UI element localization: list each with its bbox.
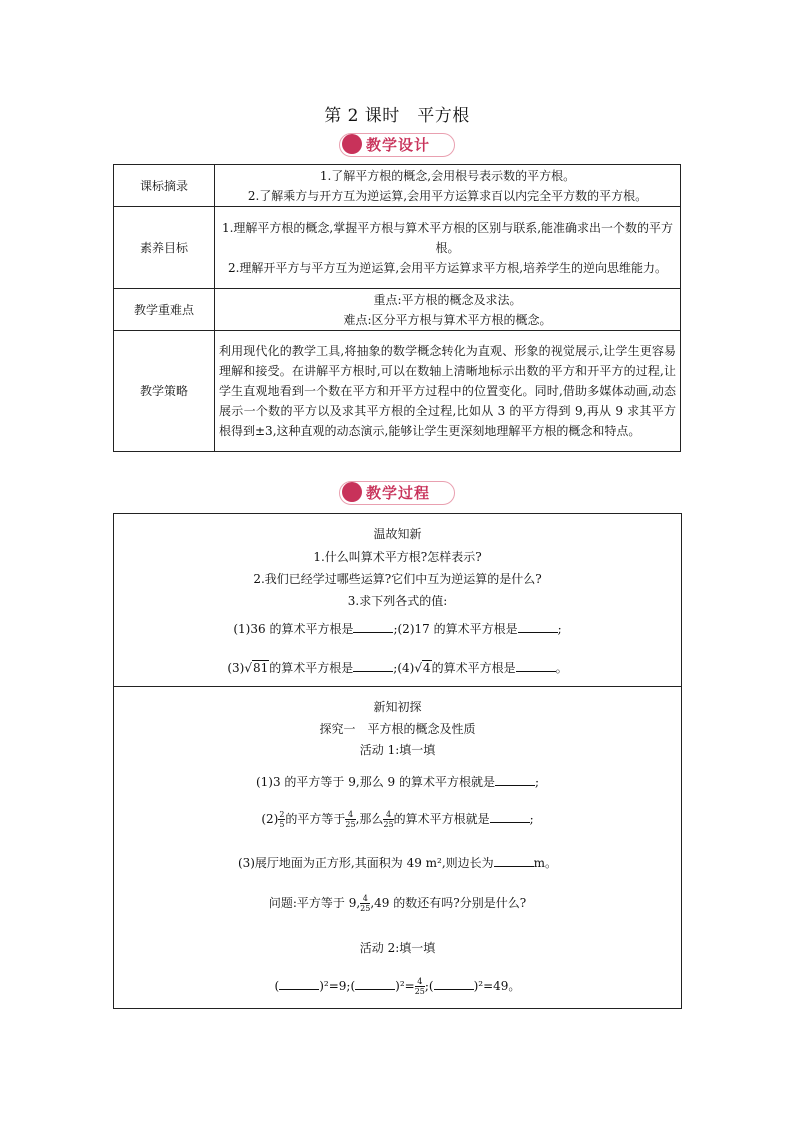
section-divider (114, 686, 681, 687)
answer-blank[interactable] (353, 620, 393, 633)
row-content (215, 165, 681, 207)
banner-label: 教学设计 (366, 136, 431, 154)
table-row (114, 207, 681, 289)
answer-blank[interactable] (434, 977, 474, 990)
exercise-line-1: (1)36 的算术平方根是 ;(2)17 的算术平方根是 ; (233, 622, 562, 636)
fill-line-2: (2) $\frac{2}{5}$ 的平方等于 $\frac{4}{25}$ ,那么 $\frac{4}{25}$ 的算术平方根就是 ; (261, 810, 534, 829)
answer-blank[interactable] (355, 977, 395, 990)
content-line: 2.理解开平方与平方互为逆运算,会用平方运算求平方根,培养学生的逆向思维能力。 (227, 260, 668, 275)
content-line: 重点:平方根的概念及求法。 (373, 292, 522, 307)
row-label: 教学重难点 (114, 289, 215, 331)
content-line: 难点:区分平方根与算术平方根的概念。 (343, 312, 552, 327)
content-line: 1.理解平方根的概念,掌握平方根与算术平方根的区别与联系,能准确求出一个数的平方根。 (221, 220, 674, 255)
activity-2-title: 活动 2:填一填 (359, 941, 436, 955)
activity-1-title: 活动 1:填一填 (359, 743, 436, 757)
row-label: 课标摘录 (114, 165, 215, 207)
book-logo-icon (342, 482, 362, 502)
answer-blank[interactable] (490, 810, 530, 823)
fraction: $\frac{4}{25}$ (414, 977, 425, 996)
answer-blank[interactable] (494, 854, 534, 867)
section-banner-process (339, 481, 457, 505)
row-content (215, 207, 681, 289)
answer-blank[interactable] (516, 659, 556, 672)
sqrt-81: √81 (244, 661, 269, 675)
explore-heading: 新知初探 (373, 700, 422, 714)
banner-label: 教学过程 (366, 484, 431, 502)
content-line: 2.了解乘方与开方互为逆运算,会用平方运算求百以内完全平方数的平方根。 (247, 188, 648, 203)
explore-subheading: 探究一 平方根的概念及性质 (319, 722, 476, 736)
row-label: 教学策略 (114, 331, 215, 452)
answer-blank[interactable] (495, 773, 535, 786)
exercise-line-2: (3)√81的算术平方根是 ;(4)√4的算术平方根是 。 (227, 661, 568, 675)
design-table (113, 164, 681, 452)
book-logo-icon (342, 134, 362, 154)
question-line: 问题:平方等于 9, $\frac{4}{25}$ ,49 的数还有吗?分别是什么? (268, 894, 527, 913)
row-content: 利用现代化的教学工具,将抽象的数学概念转化为直观、形象的视觉展示,让学生更容易理解和接受。在讲解平方根时,可以在数轴上清晰地标示出数的平方和开平方的过程,让学生直观地看到一个数在平方和开平方过程中的位置变化。同时,借助多媒体动画,动态展示一个数的平方以及求其平方根的全过程,比如从 3 的平方得到 9,再从 9 求其平方根得到±3,这种直观的动态演示,能够让学生更深刻地理解平方根的概念和特点。 (215, 331, 681, 452)
fill-line-1: (1)3 的平方等于 9,那么 9 的算术平方根就是 ; (255, 775, 540, 789)
answer-blank[interactable] (279, 977, 319, 990)
row-content (215, 289, 681, 331)
sqrt-4: √4 (414, 661, 431, 675)
review-question-3: 3.求下列各式的值: (347, 594, 448, 608)
table-row (114, 331, 681, 452)
table-row (114, 165, 681, 207)
review-question-2: 2.我们已经学过哪些运算?它们中互为逆运算的是什么? (253, 572, 542, 586)
review-heading: 温故知新 (373, 527, 422, 541)
answer-blank[interactable] (353, 659, 393, 672)
fraction: $\frac{4}{25}$ (345, 810, 356, 829)
answer-blank[interactable] (518, 620, 558, 633)
review-question-1: 1.什么叫算术平方根?怎样表示? (313, 550, 482, 564)
fraction: $\frac{4}{25}$ (383, 810, 394, 829)
fraction: $\frac{4}{25}$ (360, 894, 371, 913)
page-title: 第 2 课时 平方根 (324, 106, 470, 126)
table-row (114, 289, 681, 331)
fill-line-3: (3)展厅地面为正方形,其面积为 49 m²,则边长为 m。 (237, 856, 558, 870)
row-label: 素养目标 (114, 207, 215, 289)
fraction: $\frac{2}{5}$ (279, 810, 285, 829)
process-box (113, 513, 682, 1009)
fill-line-4: ( )²=9;( )²= $\frac{4}{25}$ ;( )²=49。 (274, 977, 521, 996)
section-banner-design (339, 133, 457, 157)
content-line: 1.了解平方根的概念,会用根号表示数的平方根。 (319, 168, 576, 183)
